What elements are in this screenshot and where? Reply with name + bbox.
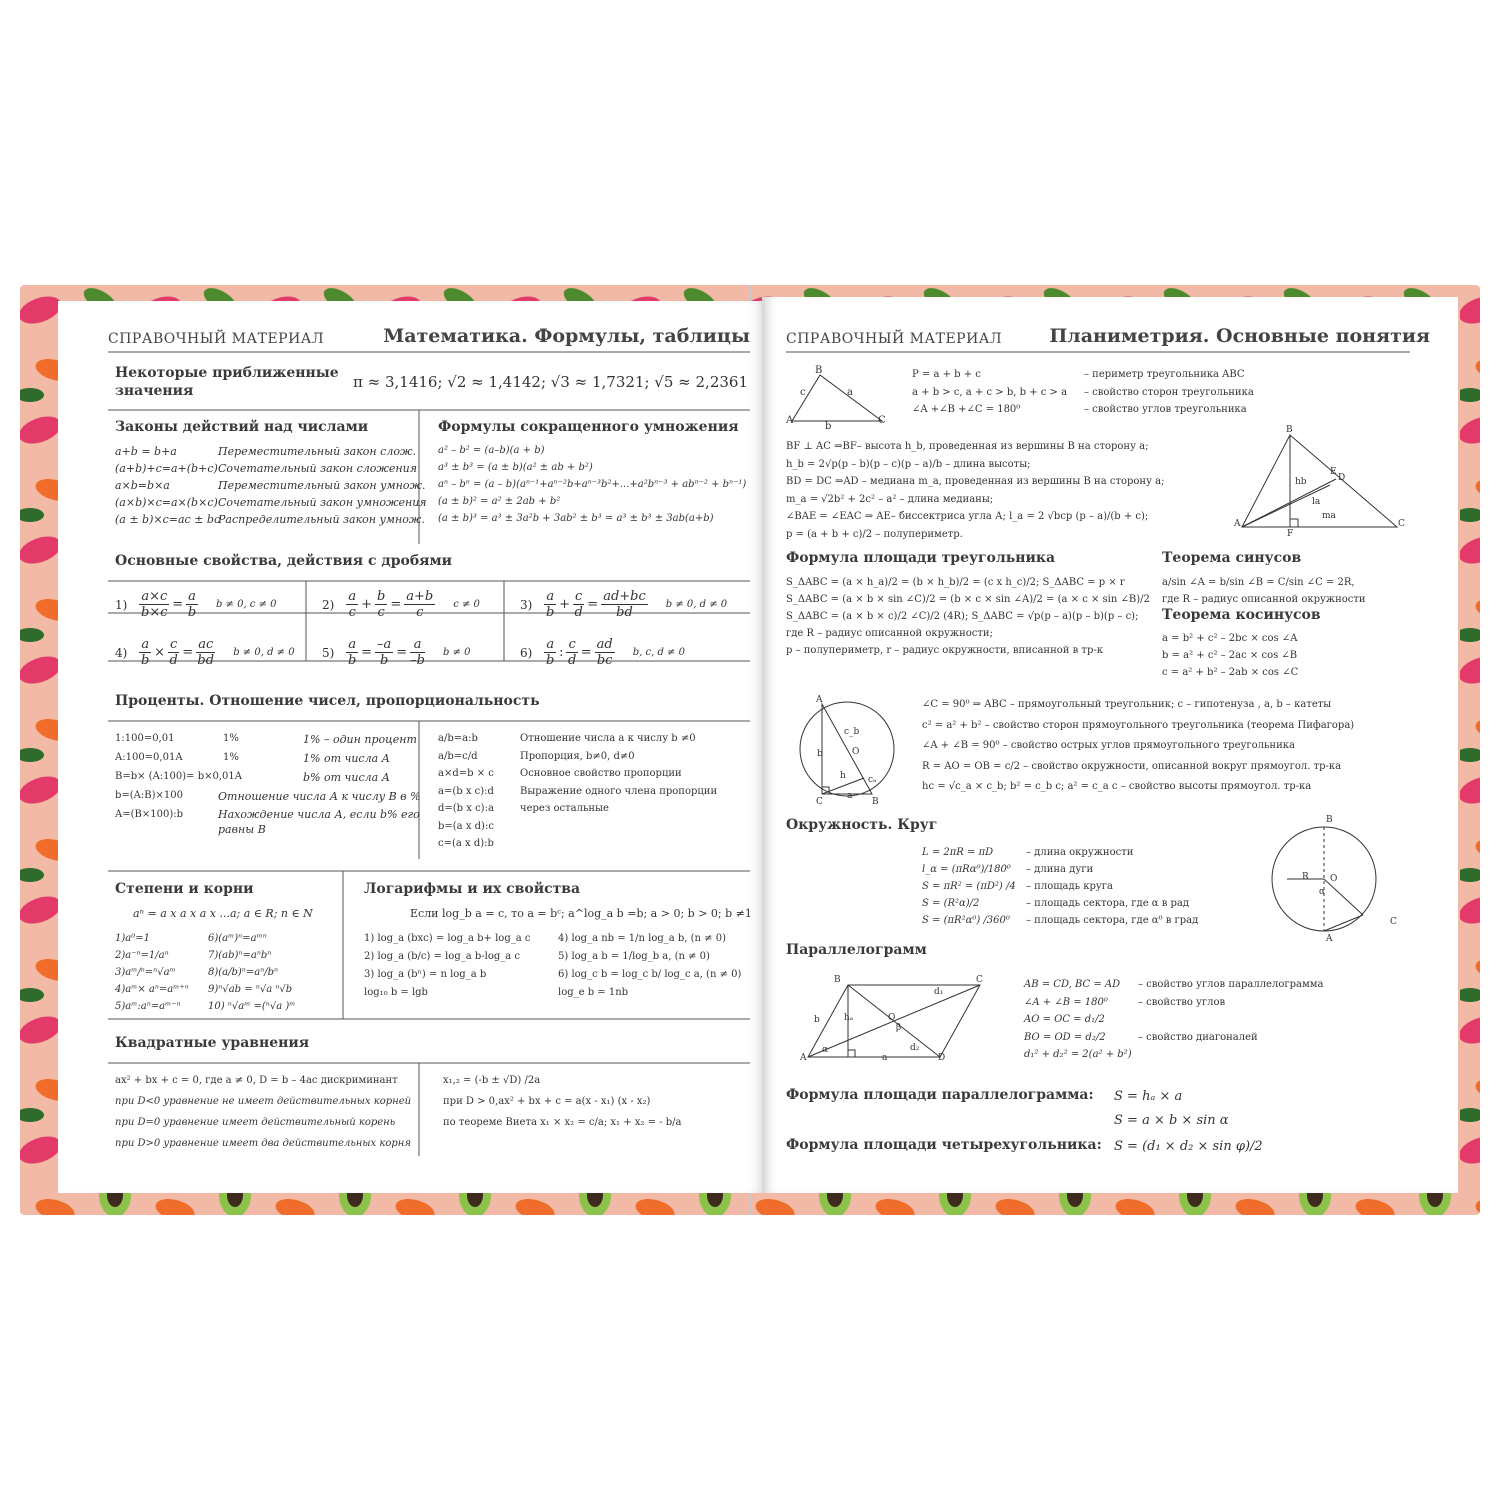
quad-row: ax² + bx + c = 0, где a ≠ 0, D = b – 4ac дискриминант xyxy=(115,1075,398,1086)
triangle-heights-diagram xyxy=(1232,427,1407,542)
power-rule: 10) ⁿ√aᵐ =(ⁿ√a )ᵐ xyxy=(208,1001,296,1012)
par-formula: ∠A + ∠B = 180⁰ xyxy=(1024,996,1108,1008)
power-rule: 5)aᵐ:aⁿ=aᵐ⁻ⁿ xyxy=(115,1001,181,1012)
proportion-formula: a×d=b × c xyxy=(438,768,494,779)
fraction-numerator: a xyxy=(410,637,425,653)
proportion-desc: Основное свойство пропорции xyxy=(520,768,682,779)
fraction-denominator: c xyxy=(348,605,356,620)
fraction xyxy=(196,637,215,668)
fraction-numerator: b xyxy=(377,589,386,604)
law-desc: Распределительный закон умнож. xyxy=(218,513,425,526)
circle-formula: L = 2πR = πD xyxy=(922,847,994,858)
tri1-label-B: B xyxy=(815,365,823,376)
triangle-desc: – свойство углов треугольника xyxy=(1084,404,1247,415)
quad-area-f: S = (d₁ × d₂ × sin φ)/2 xyxy=(1114,1139,1263,1154)
fraction-num-label: 4) xyxy=(115,645,128,660)
rt-label-cb: c_b xyxy=(844,727,860,737)
fraction-denominator: c xyxy=(416,605,424,620)
law-desc: Переместительный закон умнож. xyxy=(218,479,426,492)
tri1-label-a: a xyxy=(847,387,853,398)
fraction-denominator: b xyxy=(546,653,555,668)
log-rule: 5) log_a b = 1/log_b a, (n ≠ 0) xyxy=(558,951,710,962)
fraction-cell xyxy=(322,589,480,620)
fraction-num-label: 1) xyxy=(115,597,128,612)
percent-formula: b=(A:B)×100 xyxy=(115,790,183,801)
sines-title: Теорема синусов xyxy=(1162,550,1302,566)
quad-row: при D=0 уравнение имеет действительный корень xyxy=(115,1117,396,1128)
fraction-numerator: c xyxy=(568,637,576,652)
par-label-beta: β xyxy=(896,1023,902,1033)
fraction-denominator: b xyxy=(348,653,357,668)
fraction-condition: b, c, d ≠ 0 xyxy=(632,647,685,658)
fraction xyxy=(346,637,358,668)
fraction xyxy=(139,637,151,668)
right-header-line xyxy=(762,297,1458,357)
fraction-denominator: b xyxy=(187,605,197,620)
cosines-title: Теорема косинусов xyxy=(1162,607,1321,623)
fraction-num-label: 2) xyxy=(322,597,335,612)
right-triangle-circle-diagram xyxy=(794,692,899,802)
fraction-numerator: a xyxy=(348,637,357,652)
log-rule: 3) log_a (bⁿ) = n log_a b xyxy=(364,969,487,980)
power-rule: 3)aᵐ/ⁿ=ⁿ√aᵐ xyxy=(115,967,176,978)
logs-def: Если log_b a = c, то a = bᶜ; a^log_a b =b; a > 0; b > 0; b ≠1 xyxy=(410,907,752,920)
fraction-cell xyxy=(520,589,727,620)
rt-label-O: O xyxy=(852,747,860,757)
tri2-label-D: D xyxy=(1338,473,1346,483)
par-label-d2: d₂ xyxy=(910,1043,920,1053)
circle-formula: l_α = (πRα⁰)/180⁰ xyxy=(922,864,1011,875)
par-label-d1: d₁ xyxy=(934,987,944,997)
approx-title-1: Некоторые приближенные xyxy=(115,365,339,381)
heights-row: h_b = 2√p(p – b)(p – c)(p – a)/b – длина высоты; xyxy=(786,458,1031,470)
fraction xyxy=(346,589,358,620)
tri2-label-B: B xyxy=(1286,425,1293,435)
power-rule: 2)a⁻ⁿ=1/aⁿ xyxy=(115,950,169,961)
circle-diagram xyxy=(1267,822,1382,937)
tri1-label-C: C xyxy=(878,415,886,426)
tri1-label-b: b xyxy=(825,421,832,432)
circle-label-R: R xyxy=(1302,872,1309,882)
par-label-a: a xyxy=(882,1053,888,1063)
fraction-cell xyxy=(115,589,277,620)
par-formula: d₁² + d₂² = 2(a² + b²) xyxy=(1024,1049,1132,1060)
circle-label-alpha: α xyxy=(1319,887,1326,897)
power-rule: 8)(a/b)ⁿ=aⁿ/bⁿ xyxy=(208,967,279,978)
sines-row: где R – радиус описанной окружности xyxy=(1162,594,1366,605)
law-desc: Переместительный закон слож. xyxy=(218,445,416,458)
powers-def: aⁿ = a x a x a x ...a; a ∈ R; n ∈ N xyxy=(133,907,313,920)
fraction xyxy=(404,589,435,620)
par-formula: BO = OD = d₂/2 xyxy=(1024,1031,1106,1043)
right-page xyxy=(762,297,1458,1193)
par-label-D: D xyxy=(938,1053,946,1063)
fraction-numerator: –a xyxy=(377,637,392,652)
circle-formula: S = πR² = (πD²) /4 xyxy=(922,881,1016,892)
fraction xyxy=(573,589,584,620)
log-rule: 2) log_a (b/c) = log_a b-log_a c xyxy=(364,951,521,962)
fraction-denominator: –b xyxy=(410,653,425,668)
approx-title-2: значения xyxy=(115,383,194,399)
left-header-title: Математика. Формулы, таблицы xyxy=(383,325,750,347)
tri1-label-c: c xyxy=(800,387,806,398)
proportion-formula: a=(b x c):d xyxy=(438,785,494,797)
fraction-numerator: ad xyxy=(596,637,613,652)
area-row: S_ΔABC = (a × b × c)/2 ∠C)/2 (4R); S_ΔABC = √p(p – a)(p – b)(p – c); xyxy=(786,611,1139,622)
par-area-title: Формула площади параллелограмма: xyxy=(786,1087,1094,1103)
fraction xyxy=(601,589,648,620)
sines-row: a/sin ∠A = b/sin ∠B = C/sin ∠C = 2R, xyxy=(1162,577,1355,588)
log-rule: 4) log_a nb = 1/n log_a b, (n ≠ 0) xyxy=(558,933,726,944)
fraction-numerator: ad+bc xyxy=(603,589,646,604)
fraction-denominator: b xyxy=(379,653,389,668)
par-label-C: C xyxy=(976,975,983,985)
quad-row: при D<0 уравнение не имеет действительных корней xyxy=(115,1096,412,1107)
short-mult-row: (a ± b)³ = a³ ± 3a²b + 3ab² ± b³ = a³ ± b³ ± 3ab(a+b) xyxy=(438,513,714,524)
circle-label-A: A xyxy=(1326,934,1333,944)
approx-values: π ≈ 3,1416; √2 ≈ 1,4142; √3 ≈ 1,7321; √5 ≈ 2,2361 xyxy=(353,373,748,391)
percent-title: Проценты. Отношение чисел, пропорциональность xyxy=(115,693,540,709)
circle-formula: S = (πR²α⁰) /360⁰ xyxy=(922,915,1010,926)
proportion-formula: a/b=c/d xyxy=(438,750,478,762)
proportion-formula: d=(b x c):a xyxy=(438,803,494,814)
percent-formula: 1:100=0,01 xyxy=(115,733,175,744)
law-desc: Сочетательный закон сложения xyxy=(218,462,418,475)
triangle-desc: – периметр треугольника ABC xyxy=(1084,369,1245,380)
proportion-desc: Отношение числа a к числу b ≠0 xyxy=(520,733,696,744)
logs-title: Логарифмы и их свойства xyxy=(364,881,581,897)
proportion-desc: Выражение одного члена пропорции xyxy=(520,785,718,797)
percent-desc: Нахождение числа А, если b% его xyxy=(218,808,420,821)
area-row: S_ΔABC = (a × b × sin ∠C)/2 = (b × c × sin ∠A)/2 = (a × c × sin ∠B)/2 xyxy=(786,594,1150,605)
par-label-A: A xyxy=(800,1053,807,1063)
short-mult-row: aⁿ – bⁿ = (a – b)(aⁿ⁻¹+aⁿ⁻²b+aⁿ⁻³b²+...+a²bⁿ⁻³ + abⁿ⁻² + bⁿ⁻¹) xyxy=(438,479,747,490)
fraction-numerator: c xyxy=(575,589,583,604)
law-formula: a×b=b×a xyxy=(115,479,170,492)
fraction xyxy=(375,589,387,620)
fraction-denominator: d xyxy=(567,653,577,668)
fraction-denominator: d xyxy=(169,653,178,668)
par-label-alpha: α xyxy=(822,1045,829,1055)
parallelogram-title: Параллелограмм xyxy=(786,942,927,958)
fraction-cell xyxy=(520,637,685,668)
fraction-numerator: a xyxy=(348,589,357,604)
proportion-formula: c=(a x d):b xyxy=(438,838,494,849)
fraction-op: = xyxy=(172,597,184,612)
tri2-label-C: C xyxy=(1398,519,1405,529)
area-row: где R – радиус описанной окружности; xyxy=(786,628,993,639)
fraction-op: × xyxy=(154,645,165,660)
triangle-desc: – свойство сторон треугольника xyxy=(1084,386,1254,398)
fraction-numerator: a xyxy=(546,589,555,604)
right-tri-row: R = AO = OB = c/2 – свойство окружности, описанной вокруг прямоугол. тр-ка xyxy=(922,760,1342,772)
fraction-op: : xyxy=(559,645,564,660)
short-mult-title: Формулы сокращенного умножения xyxy=(438,419,739,435)
power-rule: 6)(aᵐ)ⁿ=aᵐⁿ xyxy=(208,933,267,944)
par-formula: AB = CD, BC = AD xyxy=(1024,979,1121,990)
tri2-label-E: E xyxy=(1330,467,1337,477)
fraction-denominator: b×c xyxy=(141,605,168,620)
left-page xyxy=(58,301,766,1193)
rt-label-a: a xyxy=(847,791,853,801)
cosines-row: c = a² + b² – 2ab × cos ∠C xyxy=(1162,667,1299,678)
triangle-formula: P = a + b + c xyxy=(912,369,981,380)
circle-desc: – длина окружности xyxy=(1026,847,1134,858)
law-formula: (a ± b)×c=ac ± bc xyxy=(115,513,221,526)
short-mult-row: a³ ± b³ = (a ± b)(a² ± ab + b²) xyxy=(438,462,593,473)
fraction-numerator: c xyxy=(170,637,178,652)
heights-row: BF ⊥ AC ⇒BF– высота h_b, проведенная из вершины В на сторону а; xyxy=(786,441,1149,452)
fraction xyxy=(186,589,198,620)
fraction xyxy=(168,637,179,668)
par-label-O: O xyxy=(888,1013,896,1023)
circle-title: Окружность. Круг xyxy=(786,817,938,833)
fraction xyxy=(139,589,169,620)
triangle-formula: ∠A +∠B +∠C = 180⁰ xyxy=(912,404,1021,415)
tri2-label-hb: hb xyxy=(1295,477,1307,487)
quad-title: Квадратные уравнения xyxy=(115,1035,310,1051)
par-desc: – свойство углов xyxy=(1138,996,1226,1008)
fraction xyxy=(595,637,615,668)
right-header-small: СПРАВОЧНЫЙ МАТЕРИАЛ xyxy=(786,331,1003,347)
fraction-op2: = xyxy=(396,645,408,660)
tri1-label-A: A xyxy=(786,415,794,426)
heights-row: p = (a + b + c)/2 – полупериметр. xyxy=(786,528,963,540)
rt-label-ca: cₐ xyxy=(868,775,877,785)
percent-value: 1% xyxy=(223,752,239,763)
power-rule: 7)(ab)ⁿ=aⁿbⁿ xyxy=(208,950,272,961)
fraction-condition: b ≠ 0, d ≠ 0 xyxy=(665,599,728,610)
rt-label-h: h xyxy=(840,771,846,781)
rt-label-B: B xyxy=(872,797,879,807)
par-desc: – свойство диагоналей xyxy=(1138,1031,1258,1043)
percent-formula: A=(B×100):b xyxy=(115,809,183,820)
tri2-label-ma: ma xyxy=(1322,511,1336,521)
fraction-denominator: bd xyxy=(197,653,215,668)
percent-value: 1% xyxy=(223,733,239,744)
quad-row: при D>0 уравнение имеет два действительных корня xyxy=(115,1138,411,1149)
fraction-numerator: a xyxy=(188,589,196,604)
proportion-desc: Пропорция, b≠0, d≠0 xyxy=(520,750,635,762)
cosines-row: b = a² + c² – 2ac × cos ∠B xyxy=(1162,650,1298,661)
heights-row: m_a = √2b² + 2c² – a² – длина медианы; xyxy=(786,493,994,505)
fraction-op2: = xyxy=(182,645,194,660)
notebook-spread xyxy=(20,285,1480,1215)
quad-row-2: при D > 0,ax² + bx + c = a(x - x₁) (x - x₂) xyxy=(443,1096,651,1107)
area-row: p – полупериметр, r – радиус окружности, вписанной в тр-к xyxy=(786,645,1103,656)
heights-row: BD = DC ⇒AD – медиана m_a, проведенная из вершины В на сторону а; xyxy=(786,476,1165,487)
proportion-desc: через остальные xyxy=(520,803,609,814)
power-rule: 1)a⁰=1 xyxy=(115,933,150,944)
power-rule: 4)aᵐ× aⁿ=aᵐ⁺ⁿ xyxy=(115,984,189,995)
fraction-numerator: a xyxy=(546,637,555,652)
tri2-label-la: la xyxy=(1312,497,1321,507)
percent-desc: Отношение числа А к числу В в % xyxy=(218,790,421,803)
fraction-denominator: bd xyxy=(616,605,633,620)
fraction xyxy=(544,589,556,620)
fraction-condition: b ≠ 0, c ≠ 0 xyxy=(215,599,277,610)
fraction-condition: b ≠ 0, d ≠ 0 xyxy=(233,647,295,658)
fraction xyxy=(375,637,393,668)
fraction-op2: = xyxy=(390,597,402,612)
percent-desc: равны В xyxy=(218,823,266,836)
par-desc: – свойство углов параллелограмма xyxy=(1138,979,1324,990)
heights-row: ∠BAE = ∠EAC ⇒ AE– биссектриса угла А; l_a = 2 √bcp (p – a)/(b + c); xyxy=(786,511,1149,522)
percent-desc: 1% – один процент xyxy=(303,733,417,746)
percent-formula: B=b× (A:100)= b×0,01A xyxy=(115,771,242,782)
fraction-numerator: a xyxy=(141,637,150,652)
fraction-op: + xyxy=(361,597,372,612)
short-mult-row: a² – b² = (a–b)(a + b) xyxy=(438,445,545,456)
fraction-numerator: a×c xyxy=(141,589,168,604)
area-title: Формула площади треугольника xyxy=(786,550,1056,566)
circle-label-B: B xyxy=(1326,815,1333,825)
fractions-title: Основные свойства, действия с дробями xyxy=(115,553,453,569)
circle-desc: – длина дуги xyxy=(1026,864,1094,875)
par-label-b: b xyxy=(814,1015,820,1025)
right-tri-row: c² = a² + b² – свойство сторон прямоугольного треугольника (теорема Пифагора) xyxy=(922,719,1355,731)
fraction-denominator: bc xyxy=(596,653,613,668)
fraction-num-label: 5) xyxy=(322,645,335,660)
fraction xyxy=(410,637,425,668)
rt-label-C: C xyxy=(816,797,823,807)
right-header-title: Планиметрия. Основные понятия xyxy=(1049,325,1430,347)
circle-desc: – площадь сектора, где α⁰ в град xyxy=(1026,915,1199,926)
par-area-f1: S = hₐ × a xyxy=(1114,1089,1183,1104)
right-tri-row: hc = √c_a × c_b; b² = c_b c; a² = c_a c – свойство высоты прямоугол. тр-ка xyxy=(922,781,1312,792)
powers-title: Степени и корни xyxy=(115,881,254,897)
fraction-op2: = xyxy=(587,597,599,612)
rt-label-A: A xyxy=(816,695,823,705)
law-desc: Сочетательный закон умножения xyxy=(218,496,427,509)
right-tri-row: ∠A + ∠B = 90⁰ – свойство острых углов прямоугольного треугольника xyxy=(922,740,1295,751)
log-rule: log_e b = 1nb xyxy=(558,987,629,998)
fraction-cell xyxy=(115,637,295,668)
tri2-label-A: A xyxy=(1234,519,1241,529)
fraction-num-label: 3) xyxy=(520,597,533,612)
laws-title: Законы действий над числами xyxy=(115,419,369,435)
fraction-op2: = xyxy=(580,645,592,660)
percent-desc: b% от числа А xyxy=(303,771,391,784)
tri2-label-F: F xyxy=(1287,529,1294,539)
fraction-numerator: a+b xyxy=(406,589,434,604)
percent-desc: 1% от числа А xyxy=(303,752,390,765)
par-formula: AO = OC = d₁/2 xyxy=(1024,1014,1105,1025)
fraction-numerator: ac xyxy=(198,637,214,652)
power-rule: 9)ⁿ√ab = ⁿ√a ⁿ√b xyxy=(208,984,293,995)
fraction-cell xyxy=(322,637,471,668)
proportion-formula: a/b=a:b xyxy=(438,733,478,744)
fraction-denominator: b xyxy=(546,605,555,620)
rt-label-b: b xyxy=(817,749,823,759)
log-rule: 6) log_c b = log_c b/ log_c a, (n ≠ 0) xyxy=(558,969,742,980)
fraction-num-label: 6) xyxy=(520,645,533,660)
circle-formula: S = (R²α)/2 xyxy=(922,898,980,909)
par-label-h: hₐ xyxy=(844,1013,854,1023)
fraction-condition: b ≠ 0 xyxy=(443,647,471,658)
fraction xyxy=(544,637,556,668)
log-rule: 1) log_a (bxc) = log_a b+ log_a c xyxy=(364,933,531,944)
triangle-formula: a + b > c, a + c > b, b + c > a xyxy=(912,386,1068,398)
circle-label-C: C xyxy=(1390,917,1397,927)
law-formula: (a×b)×c=a×(b×c) xyxy=(115,496,218,509)
quad-area-title: Формула площади четырехугольника: xyxy=(786,1137,1102,1153)
quad-row-2: по теореме Виета x₁ × x₂ = c/a; x₁ + x₂ = - b/a xyxy=(443,1117,682,1128)
fraction-condition: c ≠ 0 xyxy=(453,599,480,610)
law-formula: (a+b)+c=a+(b+c) xyxy=(115,462,218,475)
fraction-denominator: d xyxy=(574,605,583,620)
left-header-small: СПРАВОЧНЫЙ МАТЕРИАЛ xyxy=(108,331,325,347)
law-formula: a+b = b+a xyxy=(115,445,177,458)
proportion-formula: b=(a x d):c xyxy=(438,820,494,832)
par-area-f2: S = a × b × sin α xyxy=(1114,1113,1229,1128)
par-label-B: B xyxy=(834,975,841,985)
short-mult-row: (a ± b)² = a² ± 2ab + b² xyxy=(438,496,561,507)
fraction-denominator: b xyxy=(141,653,150,668)
fraction-op: = xyxy=(361,645,372,660)
percent-formula: A:100=0,01A xyxy=(115,752,183,763)
circle-desc: – площадь круга xyxy=(1026,881,1113,892)
circle-desc: – площадь сектора, где α в рад xyxy=(1026,898,1190,909)
circle-label-O: O xyxy=(1330,874,1338,884)
area-row: S_ΔABC = (a × h_a)/2 = (b × h_b)/2 = (c x h_c)/2; S_ΔABC = p × r xyxy=(786,577,1125,588)
fraction-op: + xyxy=(559,597,570,612)
fraction xyxy=(566,637,577,668)
cosines-row: a = b² + c² – 2bc × cos ∠A xyxy=(1162,633,1298,644)
right-tri-row: ∠C = 90⁰ ⇒ ABC – прямоугольный треугольник; c – гипотенуза , a, b – катеты xyxy=(922,699,1332,710)
log-rule: log₁₀ b = lgb xyxy=(364,987,428,998)
quad-row-2: x₁,₂ = (-b ± √D) /2a xyxy=(443,1075,541,1086)
fraction-denominator: c xyxy=(377,605,385,620)
